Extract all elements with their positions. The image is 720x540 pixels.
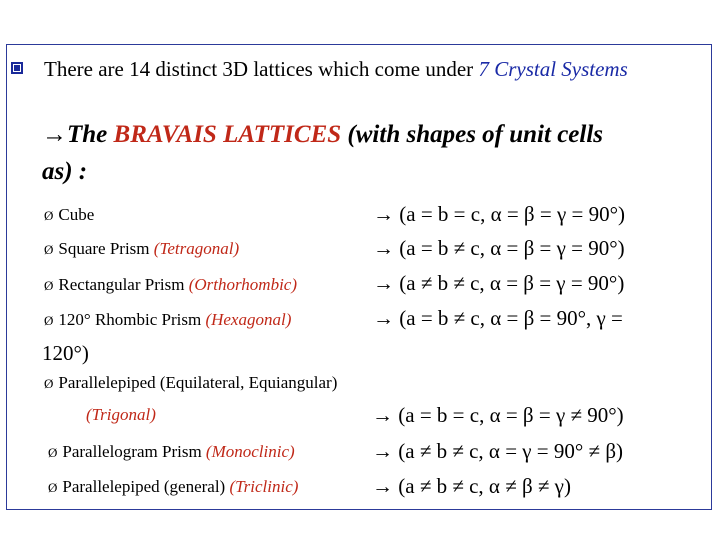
arrowhead-bullet-icon: Ø bbox=[48, 445, 58, 460]
bravais-heading-line2: as) : bbox=[42, 158, 88, 185]
formula-monoclinic: → (a ≠ b ≠ c, α = γ = 90° ≠ β) bbox=[372, 439, 624, 463]
trigonal-label: (Trigonal) bbox=[86, 405, 156, 424]
lattice-name: 120° Rhombic Prism bbox=[58, 310, 206, 329]
lattice-system: (Hexagonal) bbox=[205, 310, 292, 329]
list-item-rectangular-prism bbox=[44, 275, 297, 295]
list-item-parallelepiped bbox=[44, 373, 337, 393]
formula-hexagonal: → (a = b ≠ c, α = β = 90°, γ = bbox=[373, 306, 623, 330]
heading-bravais: BRAVAIS LATTICES bbox=[113, 121, 342, 148]
arrowhead-bullet-icon: Ø bbox=[44, 376, 54, 391]
lattice-name: Parallelogram Prism bbox=[62, 442, 206, 461]
arrow-icon: → bbox=[42, 121, 67, 148]
checkbox-bullet-icon bbox=[11, 62, 23, 74]
formula-trigonal: → (a = b = c, α = β = γ ≠ 90°) bbox=[372, 403, 624, 427]
list-item-parallelogram-prism bbox=[48, 442, 295, 462]
arrowhead-bullet-icon: Ø bbox=[44, 242, 54, 257]
heading-rest: (with shapes of unit cells bbox=[341, 121, 604, 148]
list-item-rhombic-prism bbox=[44, 310, 291, 330]
lattice-system: (Tetragonal) bbox=[153, 239, 240, 258]
crystal-systems-highlight: 7 Crystal Systems bbox=[478, 57, 628, 81]
intro-text: There are 14 distinct 3D lattices which come under bbox=[44, 57, 479, 81]
lattice-system: (Monoclinic) bbox=[205, 442, 295, 461]
lattice-name: Rectangular Prism bbox=[58, 275, 189, 294]
lattice-name: Parallelepiped (general) bbox=[62, 477, 230, 496]
bravais-heading bbox=[42, 121, 603, 149]
formula-cube: → (a = b = c, α = β = γ = 90°) bbox=[373, 202, 625, 226]
arrowhead-bullet-icon: Ø bbox=[44, 278, 54, 293]
lattice-system: (Triclinic) bbox=[229, 477, 299, 496]
formula-tetragonal: → (a = b ≠ c, α = β = γ = 90°) bbox=[373, 236, 625, 260]
list-item-parallelepiped-general bbox=[48, 477, 298, 497]
formula-orthorhombic: → (a ≠ b ≠ c, α = β = γ = 90°) bbox=[373, 271, 625, 295]
list-item-cube bbox=[44, 205, 94, 225]
lattice-name: Square Prism bbox=[58, 239, 154, 258]
lattice-system: (Orthorhombic) bbox=[188, 275, 297, 294]
arrowhead-bullet-icon: Ø bbox=[44, 313, 54, 328]
heading-the: The bbox=[67, 121, 114, 148]
intro-line bbox=[44, 57, 628, 82]
arrowhead-bullet-icon: Ø bbox=[48, 480, 58, 495]
lattice-name: Cube bbox=[58, 205, 95, 224]
arrowhead-bullet-icon: Ø bbox=[44, 208, 54, 223]
formula-triclinic: → (a ≠ b ≠ c, α ≠ β ≠ γ) bbox=[372, 474, 571, 498]
lattice-name: Parallelepiped (Equilateral, Equiangular) bbox=[58, 373, 338, 392]
list-item-square-prism bbox=[44, 239, 239, 259]
formula-hexagonal-continuation: 120°) bbox=[42, 341, 89, 365]
